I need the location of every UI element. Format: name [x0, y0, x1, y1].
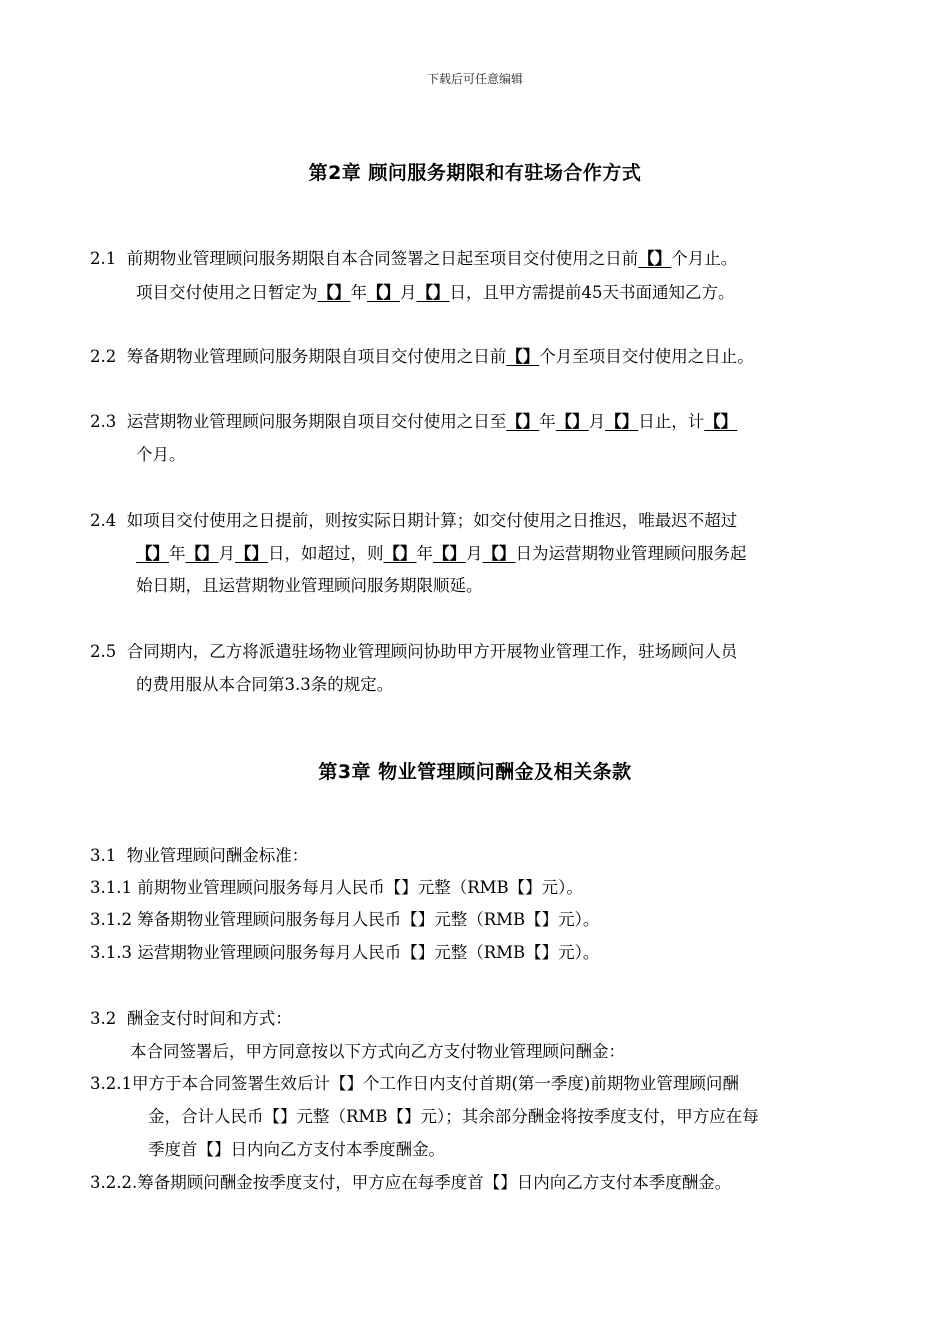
- blank-field: 【】: [506, 412, 540, 431]
- clause-3-2-intro: 本合同签署后，甲方同意按以下方式向乙方支付物业管理顾问酬金：: [130, 1042, 625, 1061]
- blank-field: 【】: [482, 544, 516, 563]
- blank-field: 【】: [506, 347, 540, 366]
- page-header: 下载后可任意编辑: [426, 72, 523, 86]
- blank-field: 【】: [383, 544, 417, 563]
- clause-2-5-line-2: 的费用服从本合同第3.3条的规定。: [136, 675, 394, 694]
- chapter-3-title: 第3章 物业管理顾问酬金及相关条款: [318, 761, 632, 783]
- clause-3-1-2: 3.1.2 筹备期物业管理顾问服务每月人民币【】元整（RMB【】元）。: [90, 910, 600, 929]
- clause-2-4-line-1: 2.4 如项目交付使用之日提前，则按实际日期计算；如交付使用之日推迟，唯最迟不超过: [90, 511, 738, 530]
- clause-3-2-2: 3.2.2.筹备期顾问酬金按季度支付，甲方应在每季度首【】日内向乙方支付本季度酬金。: [90, 1173, 732, 1192]
- blank-field: 【】: [136, 544, 169, 563]
- clause-2-2-line-1: 2.2 筹备期物业管理顾问服务期限自项目交付使用之日前【】个月至项目交付使用之日止。: [90, 347, 754, 366]
- blank-field: 【】: [638, 249, 672, 268]
- blank-field: 【】: [317, 283, 351, 302]
- clause-3-1-3: 3.1.3 运营期物业管理顾问服务每月人民币【】元整（RMB【】元）。: [90, 943, 600, 962]
- clause-3-2-1-line-3: 季度首【】日内向乙方支付本季度酬金。: [148, 1140, 445, 1159]
- clause-2-3-line-1: 2.3 运营期物业管理顾问服务期限自项目交付使用之日至【】年【】月【】日止，计【】: [90, 412, 738, 431]
- chapter-2-title: 第2章 顾问服务期限和有驻场合作方式: [308, 162, 642, 184]
- clause-3-1-1: 3.1.1 前期物业管理顾问服务每月人民币【】元整（RMB【】元）。: [90, 878, 583, 897]
- clause-2-4-line-2: 【】年【】月【】日，如超过，则【】年【】月【】日为运营期物业管理顾问服务起: [136, 544, 747, 563]
- clause-3-2-1-line-1: 3.2.1甲方于本合同签署生效后计【】个工作日内支付首期(第一季度)前期物业管理顾问酬: [90, 1074, 739, 1093]
- blank-field: 【】: [367, 283, 400, 302]
- clause-2-3-line-2: 个月。: [136, 445, 186, 464]
- blank-field: 【】: [704, 412, 738, 431]
- clause-3-1-title: 3.1 物业管理顾问酬金标准：: [90, 846, 309, 865]
- clause-3-2-1-line-2: 金，合计人民币【】元整（RMB【】元）；其余部分酬金将按季度支付，甲方应在每: [148, 1107, 759, 1126]
- clause-2-5-line-1: 2.5 合同期内，乙方将派遣驻场物业管理顾问协助甲方开展物业管理工作，驻场顾问人员: [90, 642, 738, 661]
- blank-field: 【】: [433, 544, 466, 563]
- blank-field: 【】: [605, 412, 639, 431]
- blank-field: 【】: [185, 544, 219, 563]
- clause-2-1-line-2: 项目交付使用之日暂定为【】年【】月【】日，且甲方需提前45天书面通知乙方。: [136, 283, 735, 302]
- blank-field: 【】: [416, 283, 450, 302]
- clause-3-2-title: 3.2 酬金支付时间和方式：: [90, 1009, 292, 1028]
- clause-2-4-line-3: 始日期，且运营期物业管理顾问服务期限顺延。: [136, 576, 483, 595]
- clause-2-1-line-1: 2.1 前期物业管理顾问服务期限自本合同签署之日起至项目交付使用之日前【】个月止。: [90, 249, 738, 268]
- blank-field: 【】: [555, 412, 589, 431]
- blank-field: 【】: [235, 544, 268, 563]
